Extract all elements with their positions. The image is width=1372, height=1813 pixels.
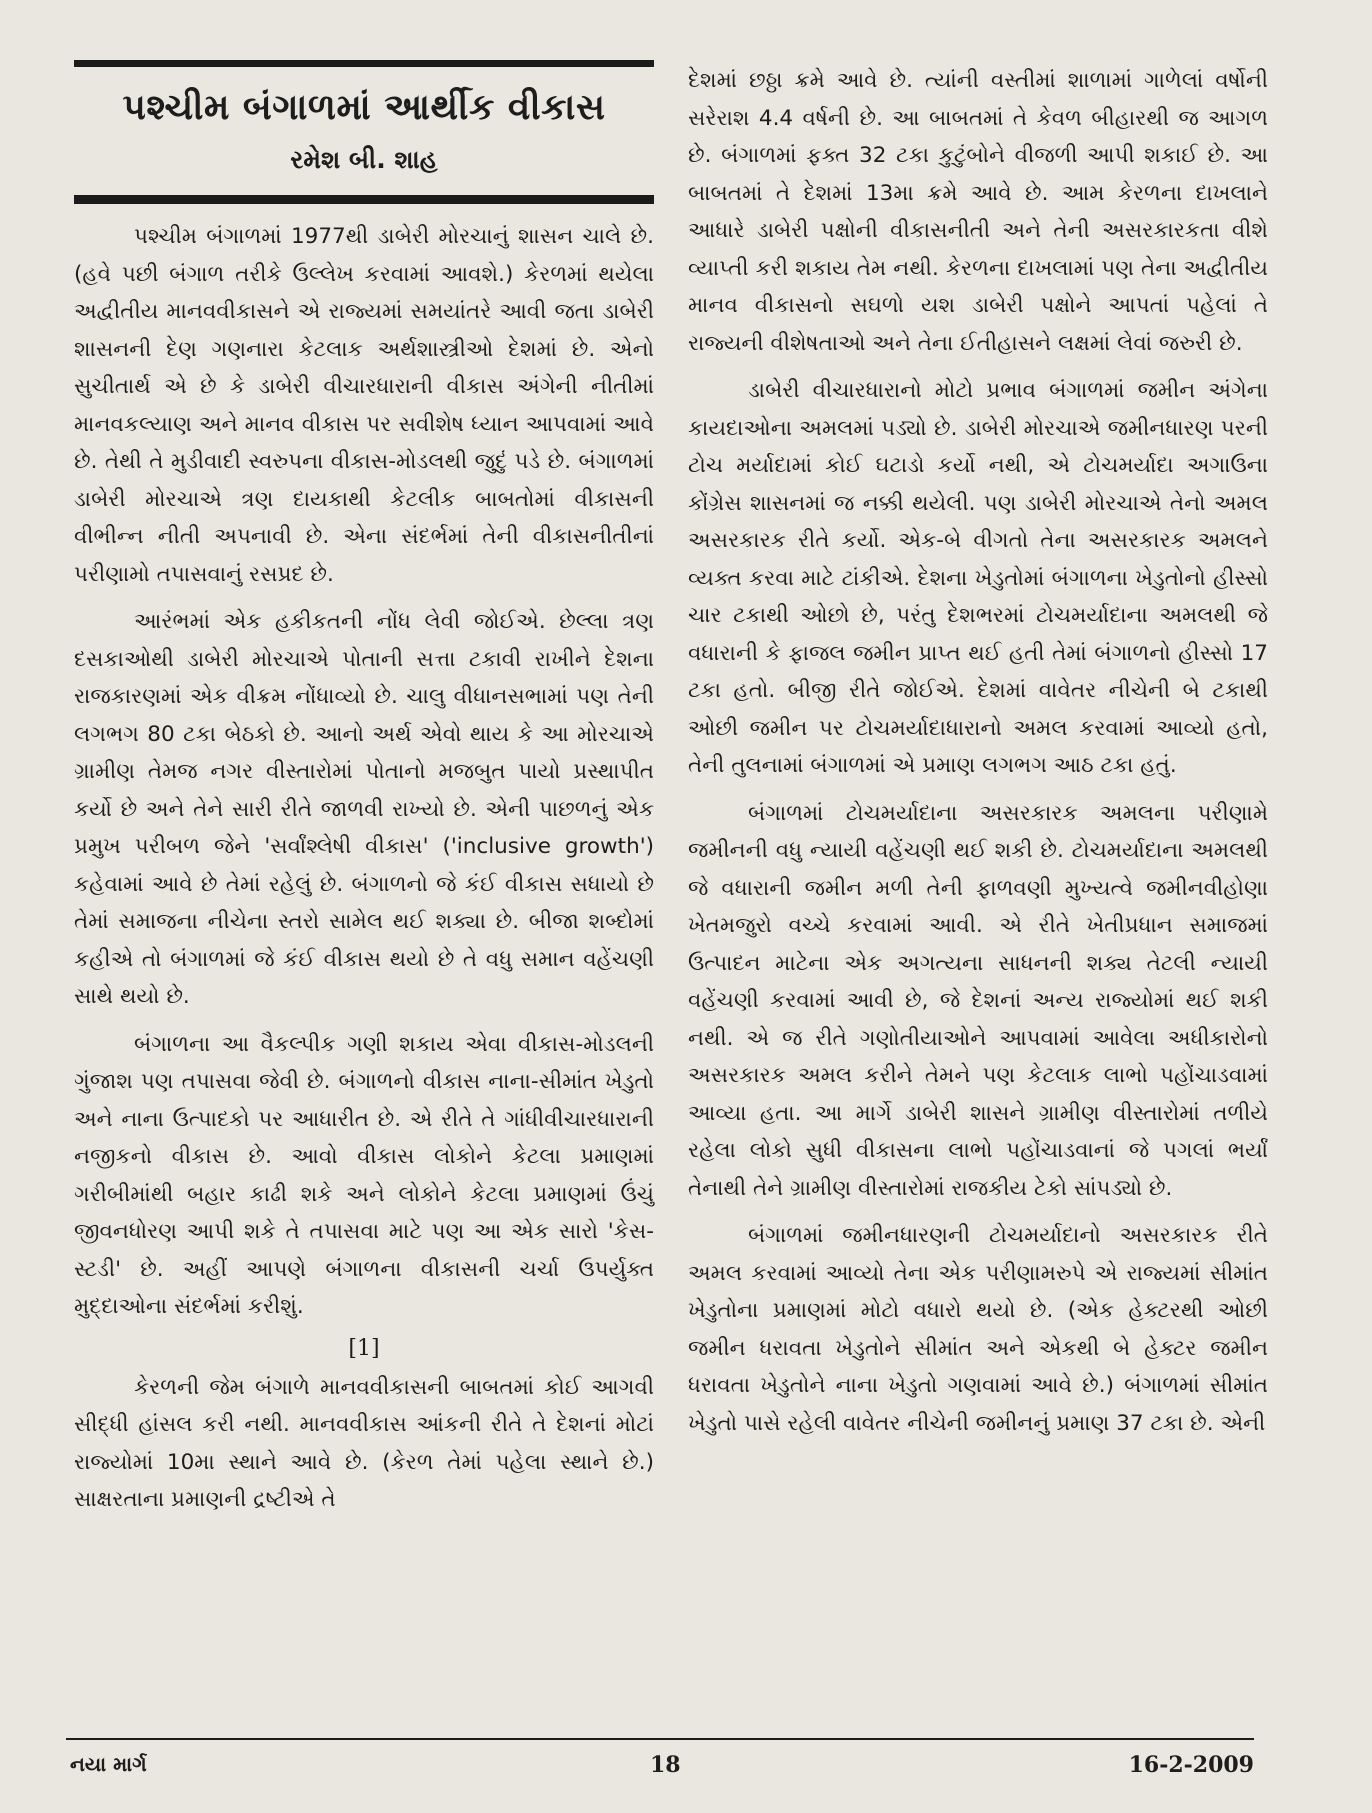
paragraph: કેરળની જેમ બંગાળે માનવવીકાસની બાબતમાં કોઈ આગવી સીદ્ધી હાંસલ કરી નથી. માનવવીકાસ આંકની રીતે તે દેશનાં મોટાં રાજ્યોમાં 10મા સ્થાને આવે છે. (કેરળ તેમાં પહેલા સ્થાને છે.) સાક્ષરતાના પ્રમાણની દ્રષ્ટીએ તે xyxy=(74,1374,654,1512)
title-rule-top xyxy=(74,60,654,67)
issue-date: 16-2-2009 xyxy=(1128,1752,1254,1778)
title-rule-bottom-thick xyxy=(74,197,654,204)
paragraph: દેશમાં છઠ્ઠા ક્રમે આવે છે. ત્યાંની વસ્તીમાં શાળામાં ગાળેલાં વર્ષોની સરેરાશ 4.4 વર્ષની છે. આ બાબતમાં તે કેવળ બીહારથી જ આગળ છે. બંગાળમાં ફક્ત 32 ટકા કુટુંબોને વીજળી આપી શકાઈ છે. આ બાબતમાં તે દેશમાં 13મા ક્રમે આવે છે. આમ કેરળના દાખલાને આધારે ડાબેરી પક્ષોની વીકાસનીતી અને તેની અસરકારકતા વીશે વ્યાપ્તી કરી શકાય તેમ નથી. કેરળના દાખલામાં પણ તેના અદ્વીતીય માનવ વીકાસનો સઘળો યશ ડાબેરી પક્ષોને આપતાં પહેલાં તે રાજ્યની વીશેષતાઓ અને તેના ઈતીહાસને લક્ષમાં લેવાં જરુરી છે. xyxy=(688,68,1268,356)
section-number: [1] xyxy=(348,1335,380,1361)
paragraph: બંગાળમાં ટોચમર્યાદાના અસરકારક અમલના પરીણામે જમીનની વધુ ન્યાયી વહેંચણી થઈ શકી છે. ટોચમર્યાદાના અમલથી જે વધારાની જમીન મળી તેની ફાળવણી મુખ્યત્વે જમીનવીહોણા ખેતમજુરો વચ્ચે કરવામાં આવી. એ રીતે ખેતીપ્રધાન સમાજમાં ઉત્પાદન માટેના એક અગત્યના સાધનની શક્ય તેટલી ન્યાયી વહેંચણી કરવામાં આવી છે, જે દેશનાં અન્ય રાજ્યોમાં થઈ શકી નથી. એ જ રીતે ગણોતીયાઓને આપવામાં આવેલા અધીકારોનો અસરકારક અમલ કરીને તેમને પણ કેટલાક લાભો પહોંચાડવામાં આવ્યા હતા. આ માર્ગે ડાબેરી શાસને ગ્રામીણ વીસ્તારોમાં તળીયે રહેલા લોકો સુધી વીકાસના લાભો પહોંચાડવાનાં જે પગલાં ભર્યાં તેનાથી તેને ગ્રામીણ વીસ્તારોમાં રાજકીય ટેકો સાંપડ્યો છે. xyxy=(688,800,1268,1201)
paragraph: બંગાળના આ વૈકલ્પીક ગણી શકાય એવા વીકાસ-મોડલની ગુંજાશ પણ તપાસવા જેવી છે. બંગાળનો વીકાસ નાના-સીમાંત ખેડુતો અને નાના ઉત્પાદકો પર આધારીત છે. એ રીતે તે ગાંધીવીચારધારાની નજીકનો વીકાસ છે. આવો વીકાસ લોકોને કેટલા પ્રમાણમાં ગરીબીમાંથી બહાર કાઢી શકે અને લોકોને કેટલા પ્રમાણમાં ઉંચું જીવનધોરણ આપી શકે તે તપાસવા માટે પણ આ એક સારો 'કેસ-સ્ટડી' છે. અહીં આપણે બંગાળના વીકાસની ચર્ચા ઉપર્યુક્ત મુદ્દાઓના સંદર્ભમાં કરીશું. xyxy=(74,1031,654,1319)
right-column xyxy=(688,62,1268,1452)
publication-name: નયા માર્ગ xyxy=(70,1752,147,1776)
paragraph: બંગાળમાં જમીનધારણની ટોચમર્યાદાનો અસરકારક રીતે અમલ કરવામાં આવ્યો તેના એક પરીણામરુપે એ રાજ્યમાં સીમાંત ખેડુતોના પ્રમાણમાં મોટો વધારો થયો છે. (એક હેક્ટરથી ઓછી જમીન ધરાવતા ખેડુતોને સીમાંત અને એકથી બે હેક્ટર જમીન ધરાવતા ખેડુતોને નાના ખેડુતો ગણવામાં આવે છે.) બંગાળમાં સીમાંત ખેડુતો પાસે રહેલી વાવેતર નીચેની જમીનનું પ્રમાણ 37 ટકા છે. એની xyxy=(688,1223,1268,1436)
page-number: 18 xyxy=(650,1752,681,1778)
paragraph: ડાબેરી વીચારધારાનો મોટો પ્રભાવ બંગાળમાં જમીન અંગેના કાયદાઓના અમલમાં પડ્યો છે. ડાબેરી મોરચાએ જમીનધારણ પરની ટોચ મર્યાદામાં કોઈ ઘટાડો કર્યો નથી, એ ટોચમર્યાદા અગાઉના કોંગ્રેસ શાસનમાં જ નક્કી થયેલી. પણ ડાબેરી મોરચાએ તેનો અમલ અસરકારક રીતે કર્યો. એક-બે વીગતો તેના અસરકારક અમલને વ્યક્ત કરવા માટે ટાંકીએ. દેશના ખેડુતોમાં બંગાળના ખેડુતોનો હીસ્સો ચાર ટકાથી ઓછો છે, પરંતુ દેશભરમાં ટોચમર્યાદાના અમલથી જે વધારાની કે ફાજલ જમીન પ્રાપ્ત થઈ હતી તેમાં બંગાળનો હીસ્સો 17 ટકા હતો. બીજી રીતે જોઈએ. દેશમાં વાવેતર નીચેની બે ટકાથી ઓછી જમીન પર ટોચમર્યાદાધારાનો અમલ કરવામાં આવ્યો હતો, તેની તુલનામાં બંગાળમાં એ પ્રમાણ લગભગ આઠ ટકા હતું. xyxy=(688,378,1268,778)
footer-rule xyxy=(66,1738,1254,1740)
paragraph: આરંભમાં એક હકીકતની નોંધ લેવી જોઈએ. છેલ્લા ત્રણ દસકાઓથી ડાબેરી મોરચાએ પોતાની સત્તા ટકાવી રાખીને દેશના રાજકારણમાં એક વીક્રમ નોંધાવ્યો છે. ચાલુ વીધાનસભામાં પણ તેની લગભગ 80 ટકા બેઠકો છે. આનો અર્થ એવો થાય કે આ મોરચાએ ગ્રામીણ તેમજ નગર વીસ્તારોમાં પોતાનો મજબુત પાયો પ્રસ્થાપીત કર્યો છે અને તેને સારી રીતે જાળવી રાખ્યો છે. એની પાછળનું એક પ્રમુખ પરીબળ જેને 'સર્વાંશ્લેષી વીકાસ' ('inclusive growth') કહેવામાં આવે છે તેમાં રહેલું છે. બંગાળનો જે કંઈ વીકાસ સધાયો છે તેમાં સમાજના નીચેના સ્તરો સામેલ થઈ શક્યા છે. બીજા શબ્દોમાં કહીએ તો બંગાળમાં જે કંઈ વીકાસ થયો છે તે વધુ સમાન વહેંચણી સાથે થયો છે. xyxy=(74,609,654,1009)
left-column xyxy=(74,60,654,1529)
paragraph: પશ્ચીમ બંગાળમાં 1977થી ડાબેરી મોરચાનું શાસન ચાલે છે. (હવે પછી બંગાળ તરીકે ઉલ્લેખ કરવામાં આવશે.) કેરળમાં થયેલા અદ્વીતીય માનવવીકાસને એ રાજ્યમાં સમયાંતરે આવી જતા ડાબેરી શાસનની દેણ ગણનારા કેટલાક અર્થશાસ્ત્રીઓ દેશમાં છે. એનો સુચીતાર્થ એ છે કે ડાબેરી વીચારધારાની વીકાસ અંગેની નીતીમાં માનવકલ્યાણ અને માનવ વીકાસ પર સવીશેષ ધ્યાન આપવામાં આવે છે. તેથી તે મુડીવાદી સ્વરુપના વીકાસ-મોડલથી જુદું પડે છે. બંગાળમાં ડાબેરી મોરચાએ ત્રણ દાયકાથી કેટલીક બાબતોમાં વીકાસની વીભીન્ન નીતી અપનાવી છે. એના સંદર્ભમાં તેની વીકાસનીતીનાં પરીણામો તપાસવાનું રસપ્રદ છે. xyxy=(74,224,654,587)
article-title: પશ્ચીમ બંગાળમાં આર્થીક વીકાસ xyxy=(122,87,606,128)
article-author: રમેશ બી. શાહ xyxy=(290,145,438,174)
